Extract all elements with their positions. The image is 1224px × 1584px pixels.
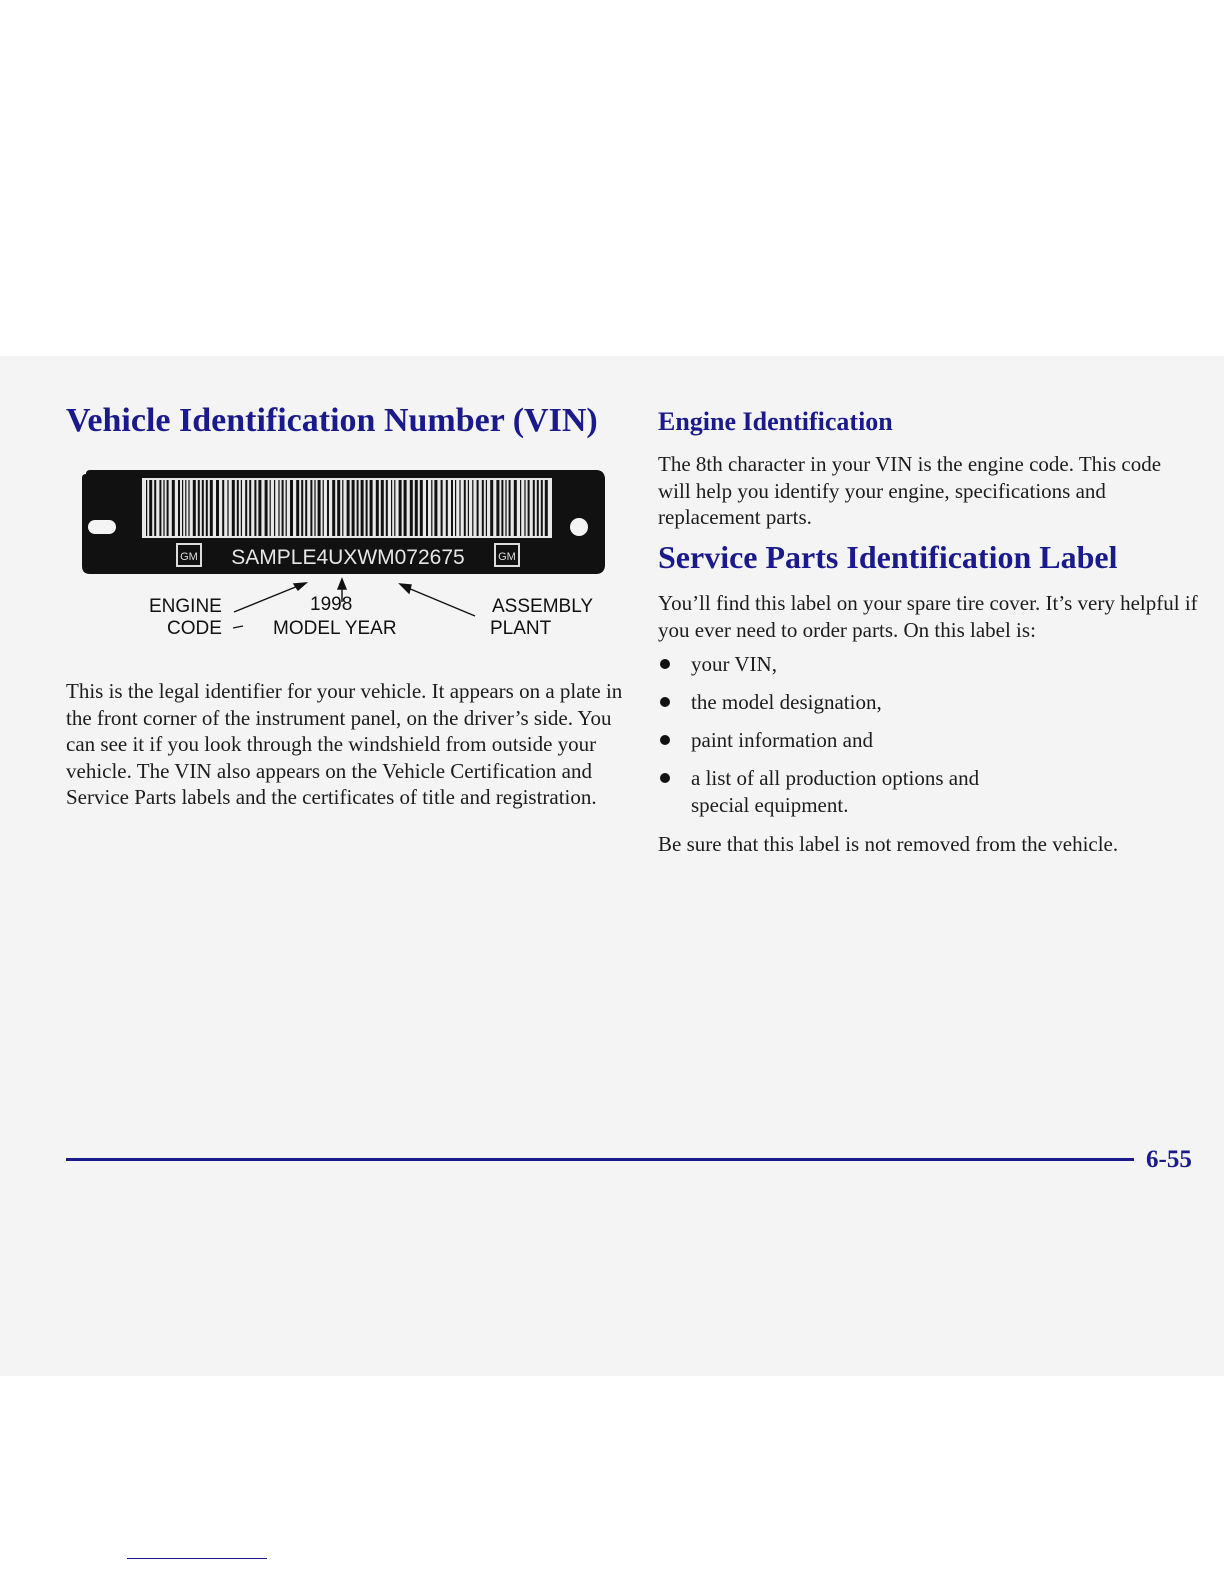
vin-plate-diagram (78, 466, 608, 646)
list-item-text: the model designation, (691, 690, 882, 714)
barcode-bar (381, 480, 384, 536)
list-item-text: paint information and (691, 728, 873, 752)
barcode-bar (270, 480, 271, 536)
barcode-bar (404, 480, 407, 536)
bullet-icon (660, 659, 670, 669)
barcode-bar (459, 480, 460, 536)
barcode-bar (441, 480, 443, 536)
list-item (658, 765, 1031, 818)
barcode-bar (370, 480, 373, 536)
page-number: 6-55 (1146, 1146, 1192, 1173)
barcode-bar (167, 480, 169, 536)
label-engine: ENGINE (149, 596, 222, 617)
barcode-bar (545, 480, 548, 536)
barcode-bar (337, 480, 340, 536)
barcode-bar (282, 480, 284, 536)
barcode-bar (366, 480, 368, 536)
barcode-bar (509, 480, 511, 536)
label-year: 1998 (310, 594, 353, 615)
bullet-icon (660, 697, 670, 707)
barcode-bar (468, 480, 469, 536)
barcode-bar (318, 480, 321, 536)
barcode-bar (193, 480, 196, 536)
barcode-bar (451, 480, 453, 536)
barcode-bar (455, 480, 456, 536)
barcode-bar (434, 480, 437, 536)
barcode-bar (394, 480, 395, 536)
barcode-bar (149, 480, 152, 536)
bullet-icon (660, 735, 670, 745)
barcode-bar (216, 480, 219, 536)
barcode-bar (274, 480, 275, 536)
service-heading: Service Parts Identification Label (658, 539, 1118, 575)
barcode-bar (178, 480, 180, 536)
barcode-bar (361, 480, 364, 536)
barcode-bar (514, 480, 517, 536)
barcode-bar (290, 480, 293, 536)
bottom-rule (127, 1558, 267, 1559)
barcode-bar (528, 480, 530, 536)
barcode-bar (386, 480, 388, 536)
barcode-bar (415, 480, 418, 536)
engine-heading: Engine Identification (658, 407, 893, 436)
list-item-text: a list of all production options and special equipment. (691, 766, 980, 817)
label-code: CODE (167, 618, 222, 639)
barcode-bar (314, 480, 315, 536)
barcode-bar (146, 480, 147, 536)
barcode-bar (237, 480, 239, 536)
label-plant: PLANT (490, 618, 552, 639)
barcode-bar (163, 480, 164, 536)
barcode-bar (520, 480, 521, 536)
barcode-bar (296, 480, 299, 536)
barcode-bar (464, 480, 466, 536)
barcode-bar (496, 480, 499, 536)
barcode-bar (227, 480, 228, 536)
service-description: You’ll find this label on your spare tire cover. It’s very helpful if you ever need to order parts. On this label is: (658, 591, 1198, 642)
barcode-bar (198, 480, 200, 536)
barcode-bar (342, 480, 343, 536)
mounting-hole-right (570, 518, 588, 536)
barcode-bar (159, 480, 161, 536)
barcode-bar (202, 480, 204, 536)
barcode-bar (472, 480, 473, 536)
barcode-bar (245, 480, 247, 536)
barcode-bar (241, 480, 242, 536)
barcode-bar (505, 480, 506, 536)
barcode-bar (310, 480, 312, 536)
barcode-bar (446, 480, 448, 536)
barcode-bar (185, 480, 186, 536)
barcode-bar (391, 480, 392, 536)
barcode-bar (376, 480, 379, 536)
list-item (658, 689, 1198, 716)
barcode-bar (323, 480, 324, 536)
barcode-bar (486, 480, 487, 536)
barcode-bar (431, 480, 432, 536)
vin-description: This is the legal identifier for your vehicle. It appears on a plate in the front corner of the instrument panel, on the driver’s side. You can see it if you look through the windshield from outside your vehicle. The VIN also appears on the Vehicle Certification and Service Parts labels and the certificates of title and registration. (66, 679, 623, 809)
barcode-bar (286, 480, 287, 536)
barcode-bar (254, 480, 256, 536)
barcode-bar (210, 480, 213, 536)
vin-plate-number: SAMPLE4UXWM072675 (231, 546, 465, 569)
barcode-bar (347, 480, 350, 536)
barcode-bar (541, 480, 543, 536)
footer-rule (66, 1158, 1134, 1161)
vin-heading: Vehicle Identification Number (VIN) (66, 402, 598, 439)
barcode-bar (332, 480, 335, 536)
barcode-bar (477, 480, 479, 536)
barcode-bar (188, 480, 189, 536)
barcode-bar (537, 480, 539, 536)
barcode-bar (182, 480, 183, 536)
label-contents-list (658, 651, 1198, 830)
barcode-bar (305, 480, 307, 536)
barcode-bar (352, 480, 355, 536)
barcode-bar (265, 480, 268, 536)
list-item (658, 651, 1198, 678)
barcode-bar (154, 480, 156, 536)
barcode-bar (172, 480, 175, 536)
barcode-bar (482, 480, 484, 536)
barcode-bar (222, 480, 224, 536)
barcode-bar (278, 480, 279, 536)
engine-description: The 8th character in your VIN is the engine code. This code will help you identify your engine, specifications and replacement parts. (658, 452, 1162, 529)
gm-logo-right-text: GM (498, 551, 516, 563)
label-assembly: ASSEMBLY (492, 596, 594, 617)
barcode-bar (258, 480, 261, 536)
barcode-bar (501, 480, 503, 536)
gm-logo-left-text: GM (180, 551, 198, 563)
barcode-bar (301, 480, 303, 536)
barcode-bar (426, 480, 428, 536)
barcode-bar (206, 480, 208, 536)
barcode-bar (533, 480, 535, 536)
barcode-bar (420, 480, 423, 536)
barcode-bar (249, 480, 251, 536)
mounting-slot-left (88, 520, 116, 534)
barcode-bar (327, 480, 329, 536)
barcode-bar (524, 480, 525, 536)
barcode-bar (399, 480, 402, 536)
barcode-bar (232, 480, 235, 536)
list-item (658, 727, 1198, 754)
barcode-bar (410, 480, 413, 536)
closing-note: Be sure that this label is not removed from the vehicle. (658, 832, 1119, 856)
list-item-text: your VIN, (691, 652, 777, 676)
bullet-icon (660, 773, 670, 783)
label-model-year: MODEL YEAR (273, 618, 397, 639)
barcode-bar (357, 480, 359, 536)
barcode-bar (490, 480, 493, 536)
